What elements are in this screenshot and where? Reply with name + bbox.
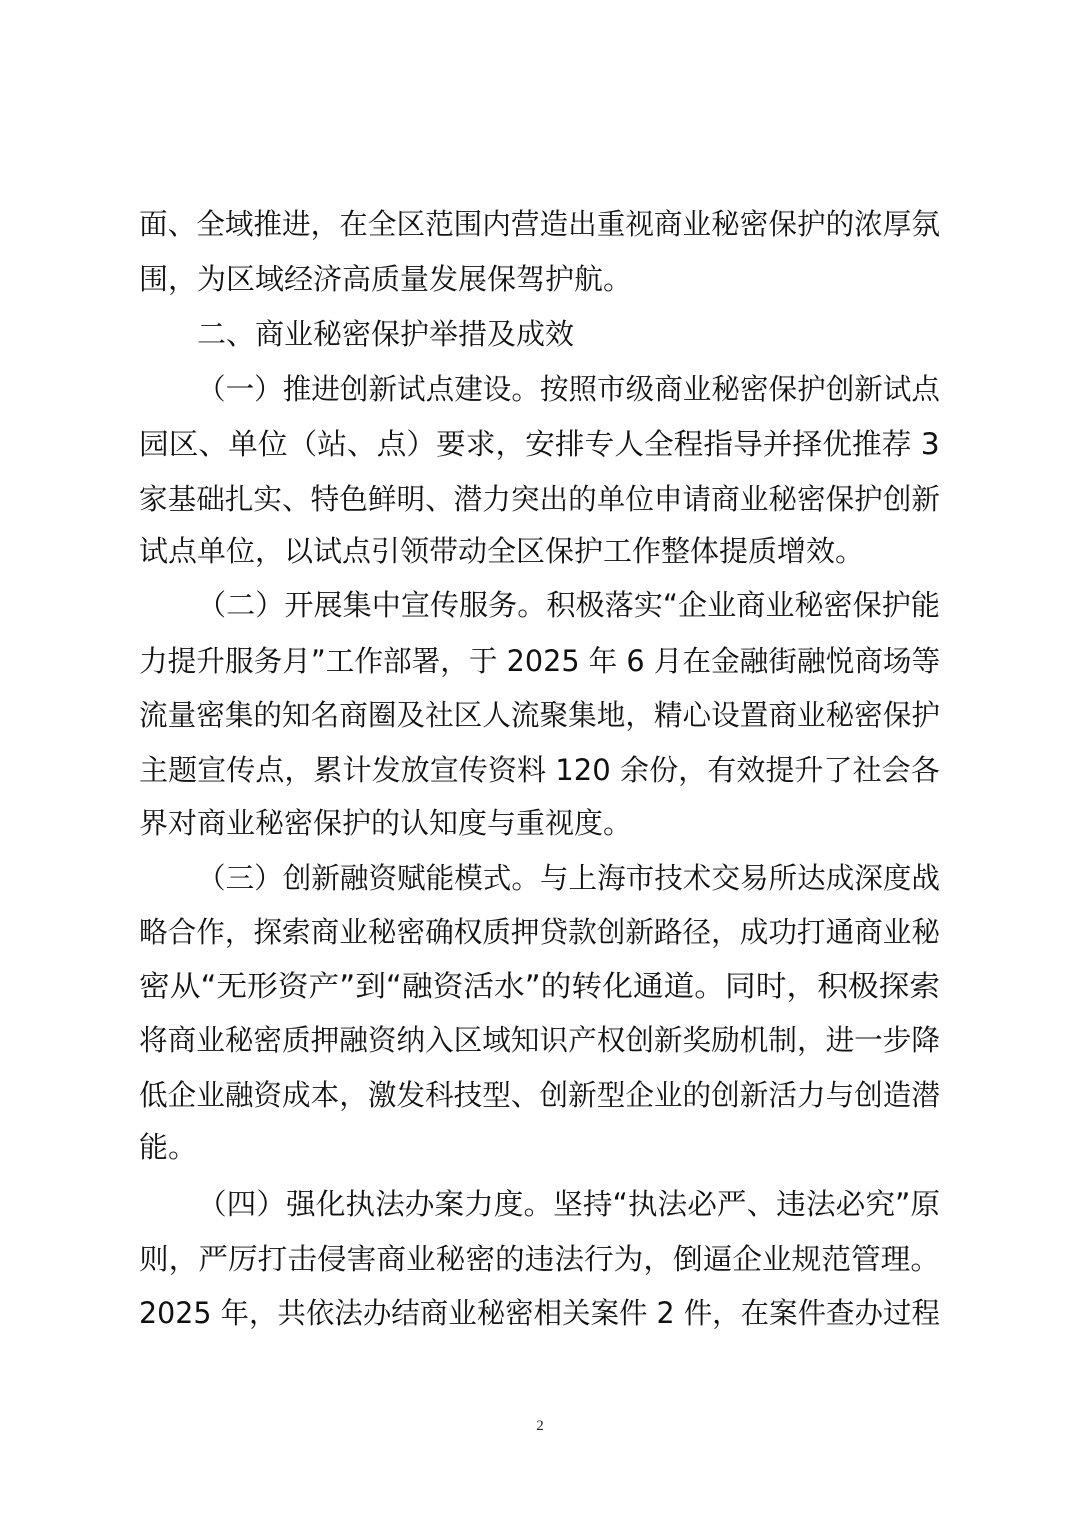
section-heading: 二、商业秘密保护举措及成效 (197, 317, 575, 351)
text-line: 能。 (139, 1130, 198, 1164)
text-line: 试点单位，以试点引领带动全区保护工作整体提质增效。 (139, 534, 865, 568)
text-line: 力提升服务月”工作部署，于 2025 年 6 月在金融街融悦商场等 (139, 644, 941, 678)
text-line: 流量密集的知名商圈及社区人流聚集地，精心设置商业秘密保护 (139, 698, 941, 732)
page-number: 2 (536, 1418, 544, 1434)
text-line: 界对商业秘密保护的认知度与重视度。 (139, 806, 633, 840)
text-line: 略合作，探索商业秘密确权质押贷款创新路径，成功打通商业秘 (139, 915, 941, 949)
text-line: 围，为区域经济高质量发展保驾护航。 (139, 262, 633, 296)
text-line: 2025 年，共依法办结商业秘密相关案件 2 件，在案件查办过程 (139, 1296, 940, 1330)
text-line: （二）开展集中宣传服务。积极落实“企业商业秘密保护能 (197, 588, 941, 622)
text-line: 面、全域推进，在全区范围内营造出重视商业秘密保护的浓厚氛 (139, 207, 941, 241)
text-line: （三）创新融资赋能模式。与上海市技术交易所达成深度战 (197, 861, 941, 895)
text-line: 主题宣传点，累计发放宣传资料 120 余份，有效提升了社会各 (139, 753, 940, 787)
text-line: 园区、单位（站、点）要求，安排专人全程指导并择优推荐 3 (139, 427, 940, 461)
text-line: 则，严厉打击侵害商业秘密的违法行为，倒逼企业规范管理。 (139, 1242, 941, 1276)
text-line: 密从“无形资产”到“融资活水”的转化通道。同时，积极探索 (139, 969, 941, 1003)
text-line: 将商业秘密质押融资纳入区域知识产权创新奖励机制，进一步降 (139, 1023, 941, 1057)
text-line: （四）强化执法办案力度。坚持“执法必严、违法必究”原 (197, 1187, 941, 1221)
text-line: 低企业融资成本，激发科技型、创新型企业的创新活力与创造潜 (139, 1078, 941, 1112)
text-line: 家基础扎实、特色鲜明、潜力突出的单位申请商业秘密保护创新 (139, 482, 941, 516)
text-line: （一）推进创新试点建设。按照市级商业秘密保护创新试点 (197, 372, 941, 406)
